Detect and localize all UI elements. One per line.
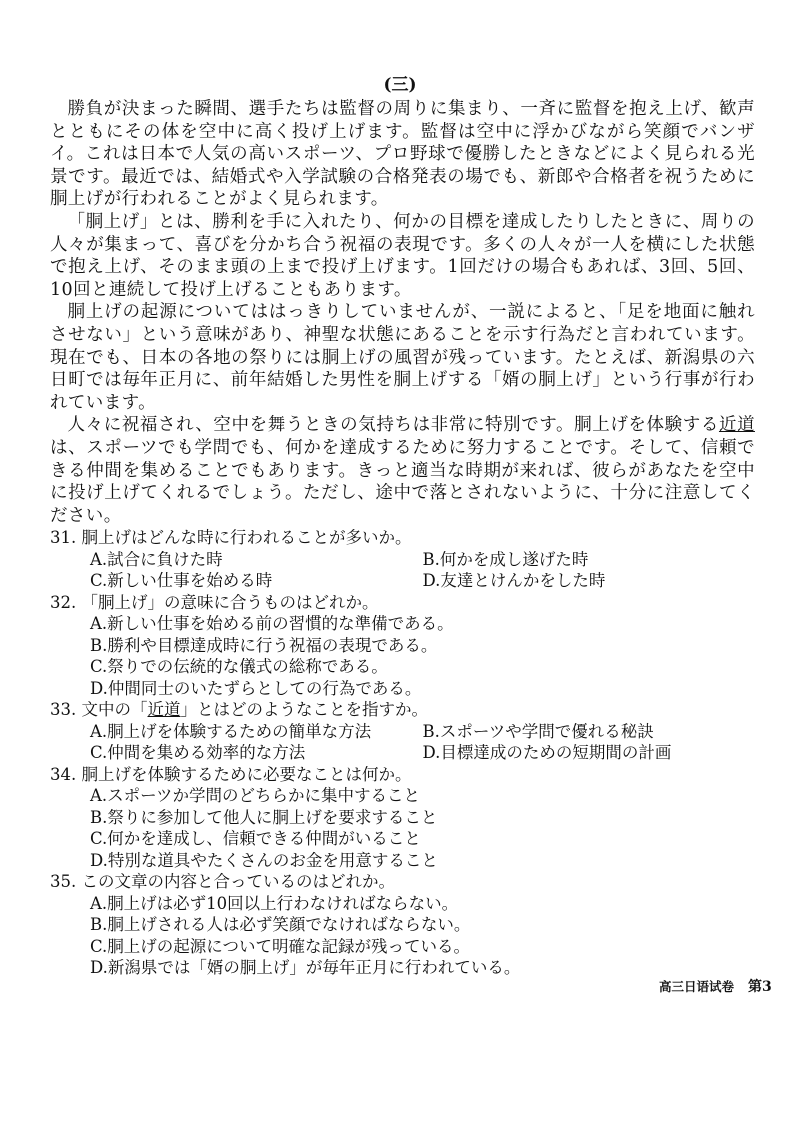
passage-paragraph-4	[50, 414, 755, 527]
page-footer	[659, 976, 772, 996]
option-32-b: B.勝利や目標達成時に行う祝福の表現である。	[90, 635, 438, 655]
question-35-options	[50, 893, 755, 979]
option-34-b: B.祭りに参加して他人に胴上げを要求すること	[90, 807, 438, 827]
question-31-stem: 31. 胴上げはどんな時に行われることが多いか。	[50, 528, 412, 547]
option-31-c: C.新しい仕事を始める時	[90, 571, 273, 590]
option-32-c: C.祭りでの伝統的な儀式の総称である。	[90, 657, 388, 676]
question-31	[50, 527, 755, 592]
option-35-b: B.胴上げされる人は必ず笑顔でなければならない。	[90, 915, 471, 934]
option-35-c: C.胴上げの起源について明確な記録が残っている。	[90, 936, 470, 956]
exam-title: 高三日语试卷	[659, 979, 735, 994]
question-32	[50, 592, 755, 700]
question-35	[50, 871, 755, 979]
option-31-a: A.試合に負けた時	[90, 549, 223, 569]
option-33-b: B.スポーツや学問で優れる秘訣	[422, 721, 654, 741]
option-34-a: A.スポーツか学問のどちらかに集中すること	[90, 786, 421, 805]
passage-p4-after: は、スポーツでも学問でも、何かを達成するために努力することです。そして、信頼できる仲間を集めることでもあります。きっと適当な時期が来れば、彼らがあなたを空中に投げ上げてくれるでしょう。ただし、途中で落とされないように、十分に注意してください。	[50, 437, 755, 526]
question-33	[50, 699, 755, 764]
option-35-d: D.新潟県では「婿の胴上げ」が毎年正月に行われている。	[90, 958, 521, 977]
option-33-c: C.仲間を集める効率的な方法	[90, 743, 306, 762]
question-33-stem-before: 33. 文中の「	[50, 700, 148, 719]
question-list	[50, 527, 755, 979]
option-row	[90, 721, 755, 743]
passage-p4-before: 人々に祝福され、空中を舞うときの気持ちは非常に特別です。胴上げを体験する	[67, 415, 719, 436]
question-34-stem: 34. 胴上げを体験するために必要なことは何か。	[50, 764, 412, 784]
option-31-d: D.友達とけんかをした時	[422, 571, 606, 590]
option-32-d: D.仲間同士のいたずらとしての行為である。	[90, 678, 422, 698]
option-31-b: B.何かを成し遂げた時	[422, 549, 589, 569]
option-row	[90, 742, 755, 764]
passage-paragraph-2: 「胴上げ」とは、勝利を手に入れたり、何かの目標を達成したりしたときに、周りの人々が集まって、喜びを分かち合う祝福の表現です。多くの人々が一人を横にした状態で抱え上げ、そのまま頭の上まで投げ上げます。1回だけの場合もあれば、3回、5回、10回と連続して投げ上げることもあります。	[50, 211, 755, 300]
option-34-c: C.何かを達成し、信頼できる仲間がいること	[90, 829, 421, 848]
option-33-a: A.胴上げを体験するための簡単な方法	[90, 721, 372, 741]
question-33-options	[50, 721, 755, 764]
question-33-stem-after: 」とはどのようなことを指すか。	[180, 700, 428, 719]
option-32-a: A.新しい仕事を始める前の習慣的な準備である。	[90, 614, 454, 633]
question-32-stem: 32. 「胴上げ」の意味に合うものはどれか。	[50, 592, 379, 612]
section-title: (三)	[383, 75, 417, 95]
question-33-stem	[50, 699, 755, 721]
question-31-options	[50, 549, 755, 592]
passage-paragraph-3: 胴上げの起源についてははっきりしていませんが、一説によると、「足を地面に触れさせない」という意味があり、神聖な状態にあることを示す行為だと言われています。現在でも、日本の各地の祭りには胴上げの風習が残っています。たとえば、新潟県の六日町では毎年正月に、前年結婚した男性を胴上げする「婿の胴上げ」という行事が行われています。	[50, 302, 755, 413]
option-34-d: D.特別な道具やたくさんのお金を用意すること	[90, 850, 438, 870]
question-34	[50, 764, 755, 872]
option-row	[90, 549, 755, 571]
passage-paragraph-1: 勝負が決まった瞬間、選手たちは監督の周りに集まり、一斉に監督を抱え上げ、歓声とともにその体を空中に高く投げ上げます。監督は空中に浮かびながら笑顔でバンザイ。これは日本で人気の高いスポーツ、プロ野球で優勝したときなどによく見られる光景です。最近では、結婚式や入学試験の合格発表の場でも、新郎や合格者を祝うために胴上げが行われることがよく見られます。	[50, 99, 755, 210]
underlined-term: 近道	[718, 415, 755, 436]
question-35-stem: 35. この文章の内容と合っているのはどれか。	[50, 872, 395, 891]
option-33-d: D.目標達成のための短期間の計画	[422, 743, 672, 762]
option-row	[90, 570, 755, 592]
question-33-underlined-term: 近道	[147, 700, 181, 719]
reading-passage	[50, 98, 755, 527]
page-number: 第3	[748, 979, 772, 995]
question-32-options	[50, 613, 755, 699]
question-34-options	[50, 785, 755, 871]
option-35-a: A.胴上げは必ず10回以上行わなければならない。	[90, 893, 459, 913]
